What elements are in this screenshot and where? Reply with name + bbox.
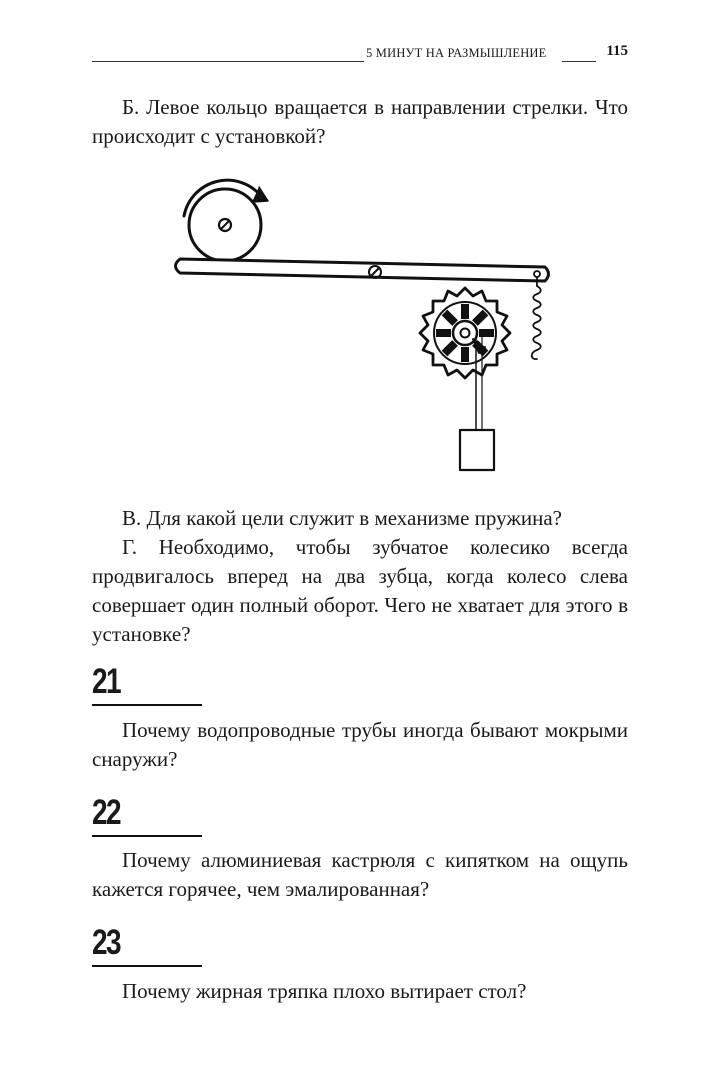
running-header [92, 40, 628, 66]
mechanism-diagram-icon [160, 168, 560, 473]
question-number-label: 23 [92, 923, 120, 962]
question-number-23 [92, 925, 202, 967]
paragraph-g: Г. Необходимо, чтобы зубчатое колесико всегда продвигалось вперед на два зубца, когда колесо слева совершает один полный оборот. Чего не хватает для этого в установке? [92, 535, 628, 646]
gear-wheel [420, 288, 510, 378]
question-number-21 [92, 664, 202, 706]
question-text-22: Почему алюминиевая кастрюля с кипятком на ощупь кажется горячее, чем эмалированная? [92, 848, 628, 901]
header-rule-right [562, 61, 596, 62]
question-number-22 [92, 795, 202, 837]
left-wheel [189, 189, 261, 261]
spring [532, 277, 541, 359]
question-text-21: Почему водопроводные трубы иногда бывают мокрыми снаружи? [92, 718, 628, 771]
header-rule-left [92, 61, 364, 62]
question-number-label: 22 [92, 793, 120, 832]
question-text-23: Почему жирная тряпка плохо вытирает стол? [122, 979, 527, 1003]
running-title: 5 МИНУТ НА РАЗМЫШЛЕНИЕ [366, 46, 547, 60]
paragraph-b: Б. Левое кольцо вращается в направлении стрелки. Что происходит с установкой? [92, 95, 628, 148]
lever-bar [176, 259, 549, 281]
rotation-arrow-icon [184, 180, 268, 216]
page-number: 115 [606, 43, 628, 59]
question-number-label: 21 [92, 662, 120, 701]
paragraph-v: В. Для какой цели служит в механизме пружина? [122, 506, 562, 530]
